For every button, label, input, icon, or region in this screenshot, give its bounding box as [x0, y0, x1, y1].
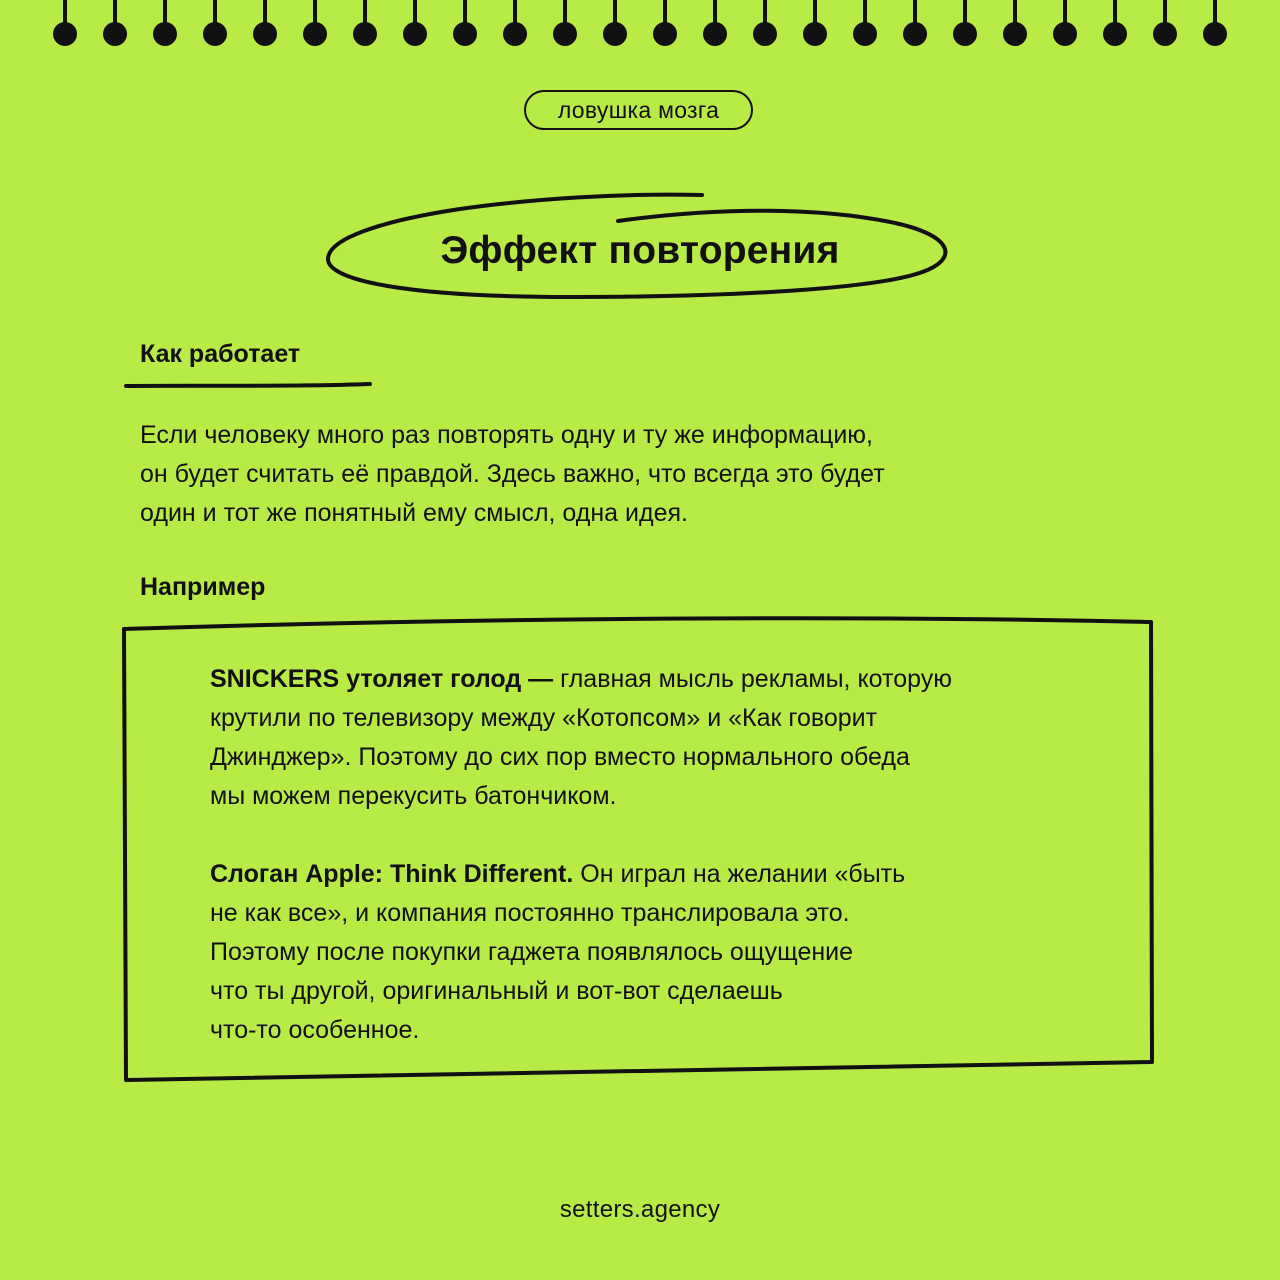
- spiral-ring-icon: [53, 22, 77, 46]
- spiral-ring-icon: [453, 22, 477, 46]
- example-heading: Например: [140, 573, 266, 601]
- heading-underline: [124, 380, 374, 392]
- spiral-ring-icon: [503, 22, 527, 46]
- example-apple: [210, 855, 1110, 1050]
- text-line: [210, 660, 1110, 699]
- spiral-ring-icon: [153, 22, 177, 46]
- text-line: что ты другой, оригинальный и вот-вот сделаешь: [210, 977, 783, 1005]
- spiral-ring-icon: [253, 22, 277, 46]
- text-line: что-то особенное.: [210, 1016, 420, 1044]
- spiral-ring-icon: [953, 22, 977, 46]
- spiral-ring-icon: [753, 22, 777, 46]
- text-line: мы можем перекусить батончиком.: [210, 782, 617, 810]
- spiral-ring-icon: [653, 22, 677, 46]
- spiral-ring-icon: [403, 22, 427, 46]
- spiral-ring-icon: [353, 22, 377, 46]
- snickers-line1: главная мысль рекламы, которую: [553, 665, 952, 693]
- spiral-ring-icon: [1003, 22, 1027, 46]
- spiral-ring-icon: [203, 22, 227, 46]
- how-it-works-heading: Как работает: [140, 340, 301, 368]
- spiral-ring-icon: [603, 22, 627, 46]
- title-block: [320, 185, 960, 310]
- text-line: Если человеку много раз повторять одну и ту же информацию,: [140, 421, 873, 449]
- snickers-lead: SNICKERS утоляет голод —: [210, 665, 554, 693]
- spiral-ring-icon: [903, 22, 927, 46]
- spiral-ring-icon: [803, 22, 827, 46]
- spiral-ring-icon: [1153, 22, 1177, 46]
- text-line: не как все», и компания постоянно транслировала это.: [210, 899, 850, 927]
- page-title: Эффект повторения: [440, 229, 840, 272]
- apple-lead: Слоган Apple: Think Different.: [210, 860, 574, 888]
- text-line: крутили по телевизору между «Котопсом» и «Как говорит: [210, 704, 878, 732]
- spiral-ring-icon: [1053, 22, 1077, 46]
- spiral-ring-icon: [1203, 22, 1227, 46]
- spiral-ring-icon: [703, 22, 727, 46]
- spiral-ring-icon: [553, 22, 577, 46]
- text-line: Поэтому после покупки гаджета появлялось ощущение: [210, 938, 854, 966]
- spiral-binding: [0, 0, 1280, 60]
- text-line: он будет считать её правдой. Здесь важно, что всегда это будет: [140, 460, 885, 488]
- how-it-works-text: [140, 416, 1100, 533]
- category-tag: ловушка мозга: [524, 90, 753, 130]
- footer-brand: setters.agency: [559, 1196, 721, 1223]
- spiral-ring-icon: [303, 22, 327, 46]
- text-line: один и тот же понятный ему смысл, одна идея.: [140, 499, 688, 527]
- text-line: Джинджер». Поэтому до сих пор вместо нормального обеда: [210, 743, 910, 771]
- spiral-ring-icon: [853, 22, 877, 46]
- example-snickers: [210, 660, 1110, 816]
- text-line: [210, 855, 1110, 894]
- spiral-ring-icon: [1103, 22, 1127, 46]
- spiral-ring-icon: [103, 22, 127, 46]
- apple-line1: Он играл на желании «быть: [573, 860, 906, 888]
